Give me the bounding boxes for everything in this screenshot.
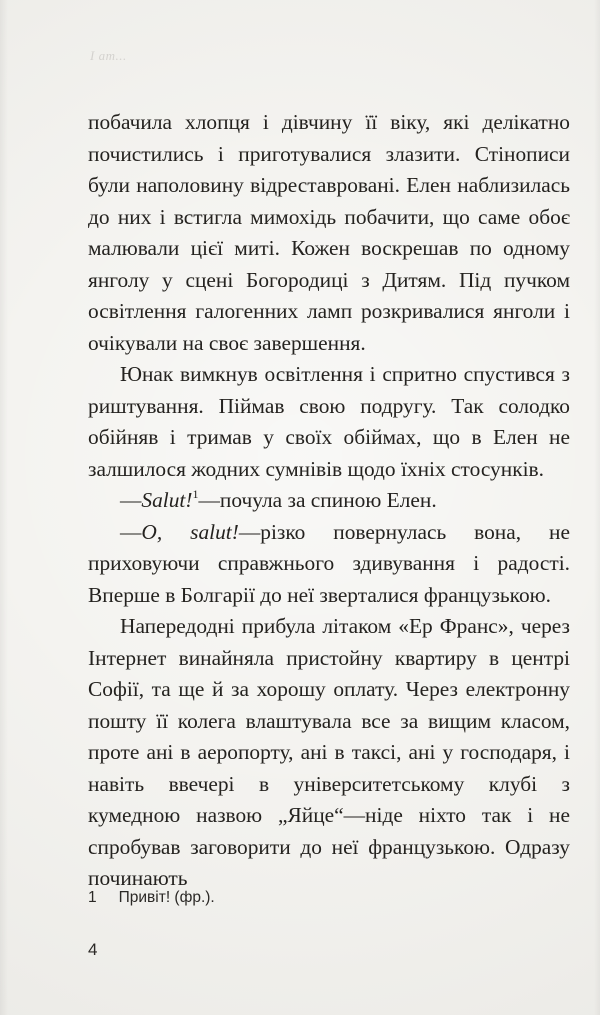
footnote-number: 1 [88,889,97,906]
footnote-text: Привіт! (фр.). [118,889,215,906]
footnote-reference[interactable]: 1 [192,486,199,501]
page-number: 4 [88,940,98,959]
dialogue-dash: — [120,488,142,512]
dialogue-line-1 [88,485,570,517]
spine-shadow [0,0,8,1015]
paragraph-1: побачила хлопця і дівчину її віку, які делікатно почистились і приготувалися злазити. Стінописи були наполовину відреставровані. Елен наблизилась до них і встигла мимохідь побачити, що саме обоє малювали цієї миті. Кожен воскрешав по одному янголу у сцені Богородиці з Дитям. Під пучком освітлення галогенних ламп розкривалися янголи і очікували на своє завершення. [88,110,570,355]
paragraph-2: Юнак вимкнув освітлення і спритно спустився з риштування. Піймав свою подругу. Так солодко обійняв і тримав у своїх обіймах, що в Елен не залшилося жодних сумнівів щодо їхніх стосунків. [88,362,570,481]
dialogue-dash: — [120,519,142,544]
dialogue-rest: —різко повернулась вона, не приховуючи справжнього здивування і радості. Вперше в Болгарії до неї зверталися французькою. [88,519,570,607]
running-header-bleed: I am... [90,48,127,63]
footnote [88,888,558,908]
dialogue-italic-greeting: O, salut! [141,519,239,544]
main-text [88,107,570,895]
dialogue-rest: —почула за спиною Елен. [198,488,437,512]
dialogue-italic-greeting: Salut! [141,488,193,512]
paragraph-3: Напередодні прибула літаком «Ер Франс», через Інтернет винайняла пристойну квартиру в центрі Софії, та ще й за хорошу оплату. Через електронну пошту її колега влаштувала все за вищим класом, проте ані в аеропорту, ані в таксі, ані у господаря, і навіть ввечері в університетському клубі з кумедною назвою „Яйце“—ніде ніхто так і не спробував заговорити до неї французькою. Одразу починають [88,614,570,890]
edge-shadow [594,0,600,1015]
dialogue-line-2 [88,517,570,612]
